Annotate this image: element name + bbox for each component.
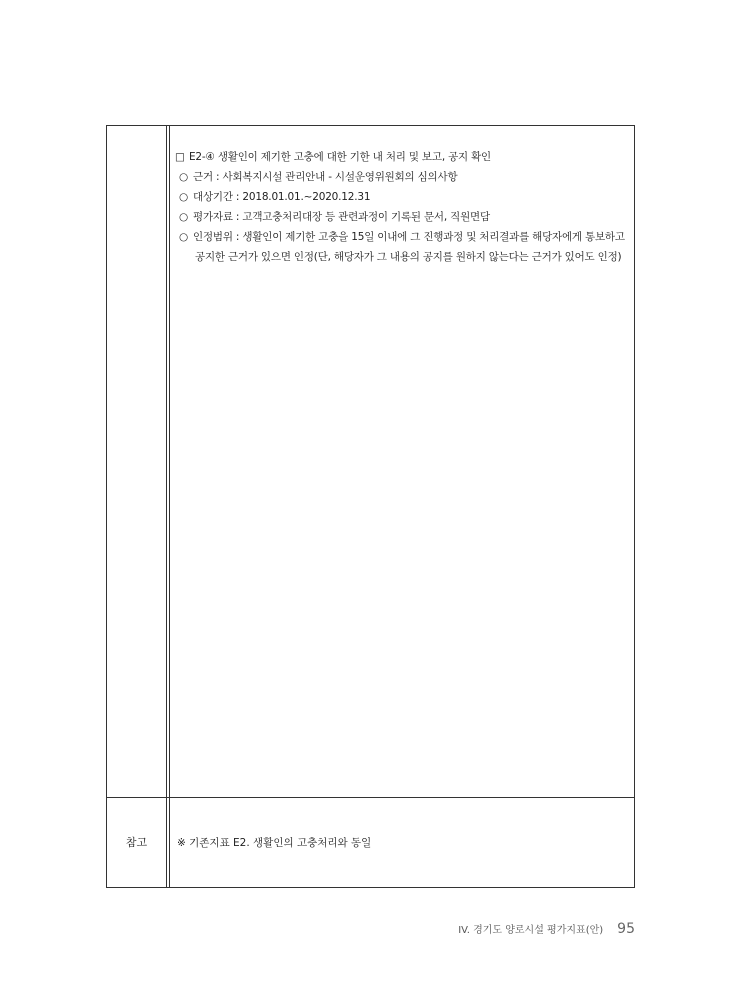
footer-section-title: IV. 경기도 양로시설 평가지표(안) <box>458 925 604 936</box>
criteria-period-text: 대상기간 : 2018.01.01.~2020.12.31 <box>193 191 371 203</box>
indicator-content <box>175 147 631 267</box>
criteria-scope <box>175 227 631 247</box>
row-divider <box>107 797 634 798</box>
indicator-title: E2-④ 생활인이 제기한 고충에 대한 기한 내 처리 및 보고, 공지 확인 <box>189 151 491 163</box>
page-footer <box>458 921 635 937</box>
circle-bullet: ○ <box>179 211 188 223</box>
criteria-period <box>175 187 631 207</box>
circle-bullet: ○ <box>179 231 188 243</box>
note-label: 참고 <box>125 836 148 849</box>
criteria-basis-text: 근거 : 사회복지시설 관리안내 - 시설운영위원회의 심의사항 <box>193 171 458 183</box>
circle-bullet: ○ <box>179 191 188 203</box>
note-text: ※ 기존지표 E2. 생활인의 고충처리와 동일 <box>177 837 372 849</box>
page-number: 95 <box>617 921 635 937</box>
indicator-heading <box>175 147 631 167</box>
indicator-table <box>106 125 635 888</box>
criteria-materials-text: 평가자료 : 고객고충처리대장 등 관련과정이 기록된 문서, 직원면담 <box>193 211 490 223</box>
criteria-scope-text: 인정범위 : 생활인이 제기한 고충을 15일 이내에 그 진행과정 및 처리결과를 해당자에게 통보하고 <box>193 231 625 243</box>
column-divider <box>166 126 167 887</box>
criteria-scope-continuation: 공지한 근거가 있으면 인정(단, 해당자가 그 내용의 공지를 원하지 않는다는 근거가 있어도 인정) <box>195 251 622 263</box>
circle-bullet: ○ <box>179 171 188 183</box>
checkbox-bullet: □ <box>175 151 185 163</box>
column-divider-double <box>169 126 170 887</box>
criteria-materials <box>175 207 631 227</box>
criteria-basis <box>175 167 631 187</box>
